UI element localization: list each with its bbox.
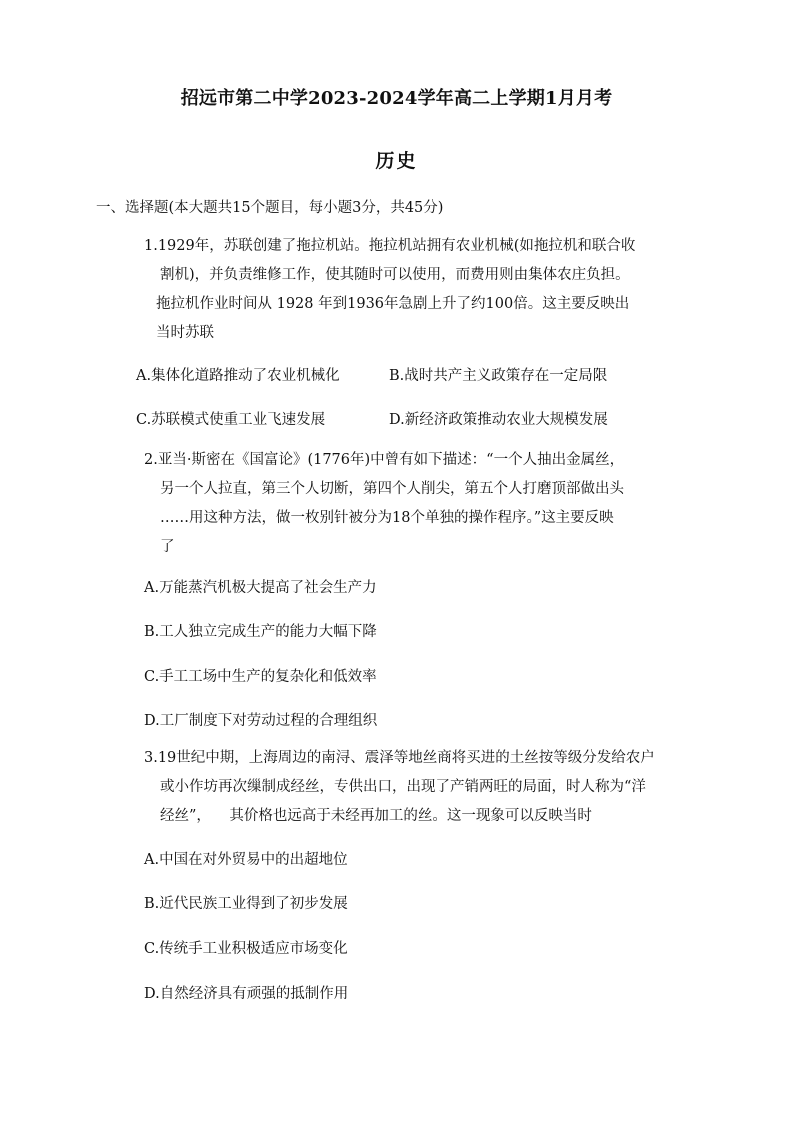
question-1-line-1: 1.1929年，苏联创建了拖拉机站。拖拉机站拥有农业机械(如拖拉机和联合收 <box>144 238 636 254</box>
question-3-option-c[interactable]: C.传统手工业积极适应市场变化 <box>144 941 348 957</box>
question-2-line-4: 了 <box>160 539 175 555</box>
question-2-option-c[interactable]: C.手工工场中生产的复杂化和低效率 <box>144 669 377 685</box>
question-1-stem <box>144 232 635 348</box>
question-3-stem <box>144 744 655 831</box>
question-3-option-a[interactable]: A.中国在对外贸易中的出超地位 <box>144 852 348 868</box>
question-3-option-b[interactable]: B.近代民族工业得到了初步发展 <box>144 896 348 912</box>
question-1-option-a[interactable]: A.集体化道路推动了农业机械化 <box>136 368 340 384</box>
question-3-line-1: 3.19世纪中期，上海周边的南浔、震泽等地丝商将买进的土丝按等级分发给农户 <box>144 750 655 766</box>
question-1-option-d[interactable]: D.新经济政策推动农业大规模发展 <box>389 412 608 428</box>
subject-title: 历史 <box>375 150 418 172</box>
question-2-stem <box>144 446 624 562</box>
question-1-line-3: 拖拉机作业时间从 1928 年到1936年急剧上升了约100倍。这主要反映出 <box>156 296 630 312</box>
question-2-option-d[interactable]: D.工厂制度下对劳动过程的合理组织 <box>144 713 378 729</box>
section-heading: 一、选择题(本大题共15个题目，每小题3分，共45分) <box>96 200 444 216</box>
question-1-option-c[interactable]: C.苏联模式使重工业飞速发展 <box>136 412 326 428</box>
question-3-line-2: 或小作坊再次缫制成经丝，专供出口，出现了产销两旺的局面，时人称为“洋 <box>160 779 646 795</box>
question-2-line-3: ……用这种方法，做一枚别针被分为18个单独的操作程序。”这主要反映 <box>160 510 614 526</box>
exam-title: 招远市第二中学2023-2024学年高二上学期1月月考 <box>180 88 613 109</box>
question-1-line-2: 割机)，并负责维修工作，使其随时可以使用，而费用则由集体农庄负担。 <box>160 267 630 283</box>
question-3-option-d[interactable]: D.自然经济具有顽强的抵制作用 <box>144 986 349 1002</box>
question-2-option-a[interactable]: A.万能蒸汽机极大提高了社会生产力 <box>144 580 377 596</box>
question-2-line-2: 另一个人拉直，第三个人切断，第四个人削尖，第五个人打磨顶部做出头 <box>160 481 624 497</box>
question-3-line-3: 经丝”， 其价格也远高于未经再加工的丝。这一现象可以反映当时 <box>160 808 592 824</box>
question-1-line-4: 当时苏联 <box>156 325 214 341</box>
question-2-option-b[interactable]: B.工人独立完成生产的能力大幅下降 <box>144 624 377 640</box>
question-2-line-1: 2.亚当·斯密在《国富论》(1776年)中曾有如下描述：“一个人抽出金属丝， <box>144 452 625 468</box>
question-1-option-b[interactable]: B.战时共产主义政策存在一定局限 <box>389 368 608 384</box>
